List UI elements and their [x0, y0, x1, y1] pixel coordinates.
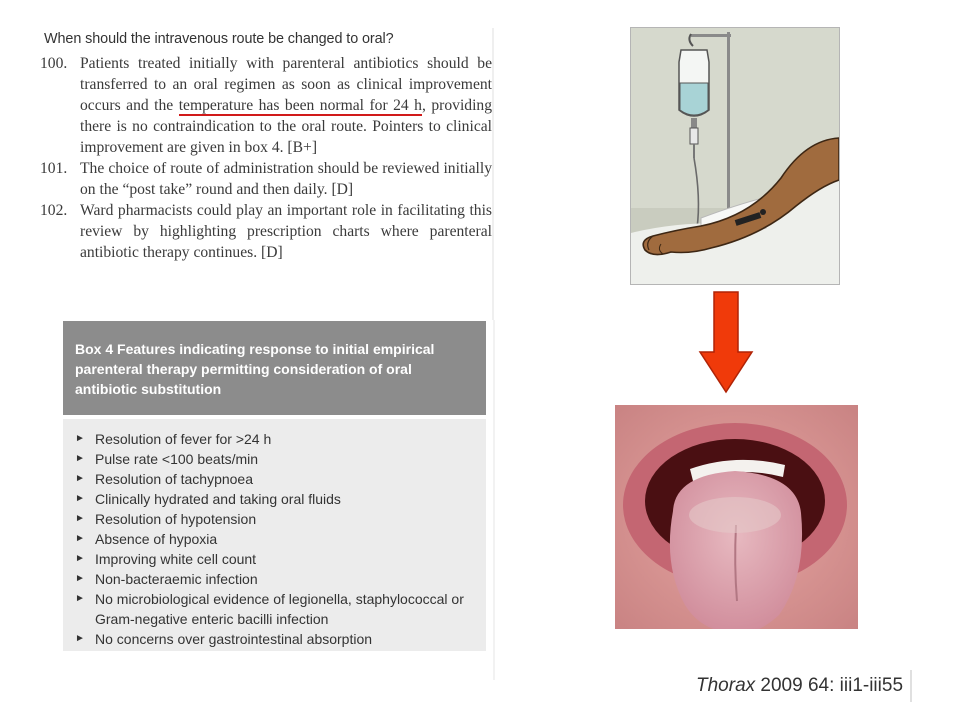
bullet-icon: ►: [75, 593, 85, 604]
iv-drip-icon: [631, 28, 839, 284]
recommendation-101: [40, 158, 492, 200]
bullet-icon: ►: [75, 533, 85, 544]
list-item: ► Resolution of tachypnoea: [75, 471, 253, 487]
list-item: ► No microbiological evidence of legionella, staphylococcal or Gram-negative enteric bacilli infection: [75, 591, 464, 627]
list-item: ► Absence of hypoxia: [75, 531, 218, 547]
list-item: ► Resolution of hypotension: [75, 511, 257, 527]
journal-name: Thorax: [696, 675, 756, 696]
open-mouth-tongue-photo: [615, 405, 858, 629]
bullet-icon: ►: [75, 633, 85, 644]
highlighted-phrase: temperature has been normal for 24 h: [178, 97, 422, 114]
list-item: ► Non-bacteraemic infection: [75, 571, 258, 587]
list-item: ► Resolution of fever for >24 h: [75, 431, 272, 447]
recommendation-text: Ward pharmacists could play an important role in facilitating this review by highlighting prescription charts where parenteral antibiotic therapy continues. [D]: [80, 202, 492, 261]
bullet-icon: ►: [75, 493, 85, 504]
recommendation-text: [80, 53, 492, 158]
recommendation-number: 102.: [40, 202, 68, 219]
divider: [493, 320, 495, 680]
bullet-icon: ►: [75, 573, 85, 584]
list-item: ► Pulse rate <100 beats/min: [75, 451, 259, 467]
box-4-list: [63, 419, 486, 651]
recommendation-102: [40, 200, 492, 263]
divider: [492, 28, 494, 320]
list-item: ► Improving white cell count: [75, 551, 257, 567]
recommendation-number: 101.: [40, 160, 68, 177]
bullet-icon: ►: [75, 473, 85, 484]
arrow-down-icon: [698, 290, 754, 394]
iv-drip-illustration: [630, 27, 840, 285]
tongue-icon: [615, 405, 858, 629]
bullet-icon: ►: [75, 453, 85, 464]
guideline-excerpt: [40, 30, 492, 263]
box-4-title: Box 4 Features indicating response to initial empirical parenteral therapy permitting consideration of oral antibiotic substitution: [63, 321, 486, 415]
list-item: ► No concerns over gastrointestinal absorption: [75, 631, 373, 647]
citation-reference: 2009 64: iii1-iii55: [755, 675, 904, 696]
divider: [910, 670, 912, 702]
list-item: ► Clinically hydrated and taking oral fluids: [75, 491, 341, 507]
bullet-icon: ►: [75, 433, 85, 444]
recommendation-text: The choice of route of administration should be reviewed initially on the “post take” round and then daily. [D]: [80, 160, 492, 198]
recommendation-text-end: , providing there is no contraindication to the oral route. Pointers to clinical improvement are given in box 4. [B+]: [80, 97, 492, 156]
recommendation-text-start: Patients treated initially with parenteral antibiotics should be transferred to an oral regimen as soon as clinical improvement occurs and the: [80, 55, 492, 114]
citation: [696, 675, 903, 697]
bullet-icon: ►: [75, 553, 85, 564]
recommendation-100: [40, 53, 492, 158]
bullet-icon: ►: [75, 513, 85, 524]
box-4-panel: [63, 321, 486, 651]
recommendation-number: 100.: [40, 55, 68, 72]
section-heading: When should the intravenous route be changed to oral?: [44, 30, 394, 47]
